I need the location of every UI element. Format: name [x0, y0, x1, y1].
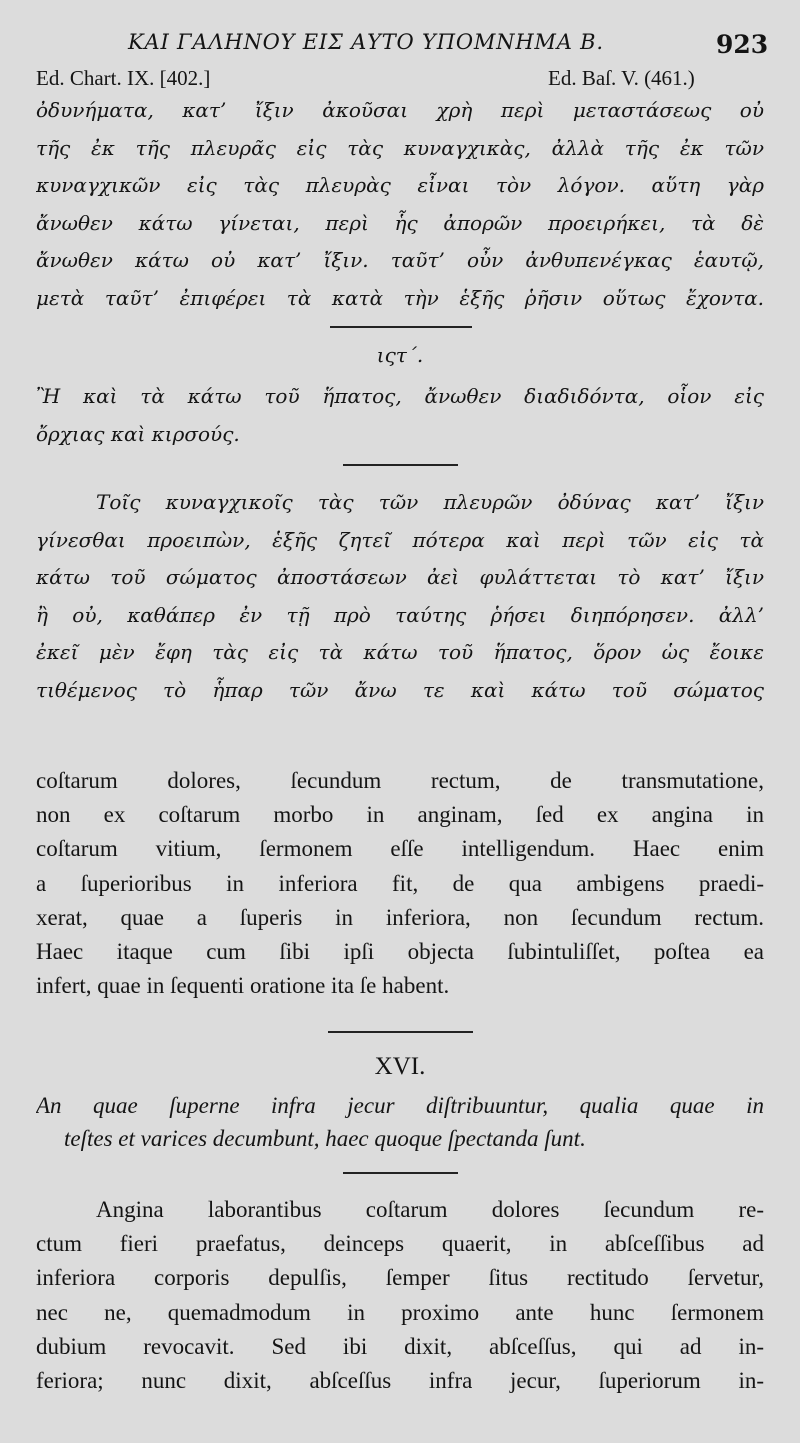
text-line: τῆς ἐκ τῆς πλευρᾶς εἰς τὰς κυναγχικὰς, ἀλλὰ τῆς ἐκ τῶν — [36, 135, 764, 160]
text-line: Τοῖς κυναγχικοῖς τὰς τῶν πλευρῶν ὀδύνας κατ’ ἴξιν — [96, 490, 764, 514]
latin-paragraph-1 — [36, 764, 764, 1003]
text-line: Angina laborantibus coſtarum dolores ſecundum re- — [96, 1197, 764, 1222]
latin-lemma — [36, 1089, 764, 1155]
section-divider — [328, 1031, 473, 1033]
text-line: nec ne, quemadmodum in proximo ante hunc ſermonem — [36, 1299, 764, 1325]
text-line: An quae ſuperne infra jecur diſtribuuntur, qualia quae in — [36, 1093, 764, 1118]
text-line: κάτω τοῦ σώματος ἀποστάσεων ἀεὶ φυλάττεται τὸ κατ’ ἴξιν — [36, 565, 764, 589]
section-divider — [343, 464, 458, 466]
greek-section-heading: ιςτ΄. — [376, 343, 424, 367]
text-line: ἢ οὐ, καθάπερ ἐν τῇ πρὸ ταύτης ῥήσει διηπόρησεν. ἀλλ’ — [36, 602, 764, 627]
greek-lemma — [36, 378, 764, 453]
text-line: ctum fieri praefatus, deinceps quaerit, in abſceſſibus ad — [36, 1231, 764, 1257]
greek-paragraph-1 — [36, 92, 764, 317]
text-line: coſtarum dolores, ſecundum rectum, de transmutatione, — [36, 768, 764, 793]
text-line: Haec itaque cum ſibi ipſi objecta ſubintuliſſet, poſtea ea — [36, 938, 764, 964]
text-line: ὀδυνήματα, κατ’ ἴξιν ἀκοῦσαι χρὴ περὶ μεταστάσεως οὐ — [36, 98, 764, 122]
latin-paragraph-2 — [36, 1193, 764, 1398]
text-line: teſtes et varices decumbunt, haec quoque ſpectanda ſunt. — [64, 1126, 586, 1151]
text-line: xerat, quae a ſuperis in inferiora, non ſecundum rectum. — [36, 904, 764, 930]
text-line: ἄνωθεν κάτω γίνεται, περὶ ἧς ἀπορῶν προειρήκει, τὰ δὲ — [36, 210, 764, 235]
section-divider — [330, 326, 472, 328]
section-divider — [343, 1172, 458, 1174]
text-line: coſtarum vitium, ſermonem eſſe intelligendum. Haec enim — [36, 836, 764, 862]
text-line: dubium revocavit. Sed ibi dixit, abſceſſus, qui ad in- — [36, 1333, 764, 1359]
text-line: a ſuperioribus in inferiora fit, de qua ambigens praedi- — [36, 870, 764, 896]
text-line: γίνεσθαι προειπὼν, ἑξῆς ζητεῖ πότερα καὶ περὶ τῶν εἰς τὰ — [36, 527, 764, 552]
text-line: τιθέμενος τὸ ἧπαρ τῶν ἄνω τε καὶ κάτω τοῦ σώματος — [36, 677, 764, 702]
text-line: ἐκεῖ μὲν ἔφη τὰς εἰς τὰ κάτω τοῦ ἥπατος, ὅρον ὡς ἔοικε — [36, 640, 764, 664]
text-line: inferiora corporis depulſis, ſemper ſitus rectitudo ſervetur, — [36, 1265, 764, 1291]
greek-paragraph-2 — [36, 484, 764, 709]
page-number: 923 — [716, 30, 769, 59]
edition-reference-right: Ed. Baſ. V. (461.) — [548, 66, 695, 90]
text-line: ἄνωθεν κάτω οὐ κατ’ ἴξιν. ταῦτ’ οὖν ἀνθυπενέγκας ἑαυτῷ, — [36, 248, 764, 272]
text-line: feriora; nunc dixit, abſceſſus infra jecur, ſuperiorum in- — [36, 1367, 764, 1393]
edition-reference-left: Ed. Chart. IX. [402.] — [36, 66, 211, 90]
text-line: μετὰ ταῦτ’ ἐπιφέρει τὰ κατὰ τὴν ἑξῆς ῥῆσιν οὕτως ἔχοντα. — [36, 285, 764, 310]
text-line: κυναγχικῶν εἰς τὰς πλευρὰς εἶναι τὸν λόγον. αὕτη γὰρ — [36, 173, 764, 197]
text-line: infert, quae in ſequenti oratione ita ſe habent. — [36, 973, 450, 999]
text-line: Ἢ καὶ τὰ κάτω τοῦ ἥπατος, ἄνωθεν διαδιδόντα, οἷον εἰς — [36, 384, 764, 408]
latin-section-heading: XVI. — [374, 1053, 426, 1080]
running-head-title: ΚΑΙ ΓΑΛΗΝΟΥ ΕΙΣ ΑΥΤΟ ΥΠΟΜΝΗΜΑ Β. — [128, 30, 604, 54]
text-line: non ex coſtarum morbo in anginam, ſed ex angina in — [36, 802, 764, 828]
text-line: ὄρχιας καὶ κιρσούς. — [36, 421, 240, 446]
